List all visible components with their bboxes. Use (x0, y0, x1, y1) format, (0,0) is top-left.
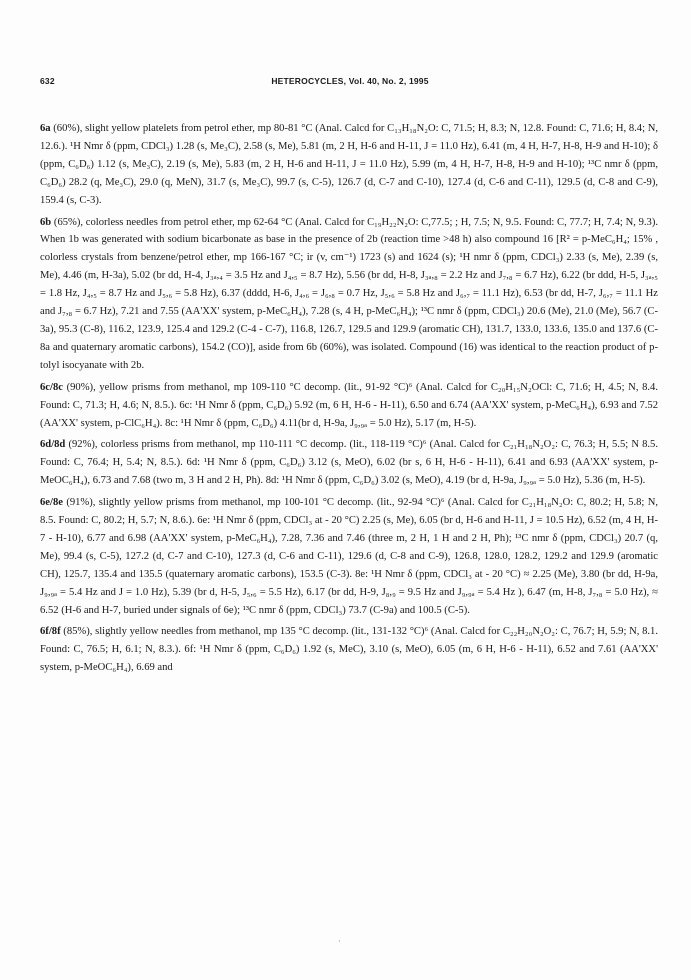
paragraph-6b (40, 214, 658, 375)
journal-citation: HETEROCYCLES, Vol. 40, No. 2, 1995 (271, 76, 429, 86)
paragraph-6d-8d (40, 436, 658, 490)
experimental-section (40, 120, 658, 677)
paragraph-text: (90%), yellow prisms from methanol, mp 109-110 °C decomp. (lit., 91-92 °C)⁶ (Anal. Calcd for C₂₀H₁₅N₂OCl: C, 71.6; H, 4.5; N, 8.4. Found: C, 71.3; H, 4.6; N, 8.5.). 6c: ¹H Nmr δ (ppm, C₆D₆) 5.92 (m, 6 H, H-6 - H-11), 6.50 and 6.74 (AA'XX' system, p-MeC₆H₄), 6.93 and 7.52 (AA'XX' system, p-ClC₆H₄). 8c: ¹H Nmr δ (ppm, C₆D₆) 4.11(br d, H-9a, J₉,₉ₐ = 5.0 Hz), 5.17 (m, H-5). (40, 381, 658, 429)
paragraph-6e-8e (40, 494, 658, 619)
paragraph-6c-8c (40, 379, 658, 433)
paragraph-text: (92%), colorless prisms from methanol, mp 110-111 °C decomp. (lit., 118-119 °C)⁶ (Anal. Calcd for C₂₁H₁₈N₂O₂: C, 76.3; H, 5.5; N 8.5. Found: C, 76.4; H, 5.4; N, 8.5.). 6d: ¹H Nmr δ (ppm, C₆D₆) 3.12 (s, MeO), 6.02 (br s, 6 H, H-6 - H-11), 6.41 and 6.93 (AA'XX' system, p-MeOC₆H₄), 6.73 and 7.68 (two m, 3 H and 2 H, Ph). 8d: ¹H Nmr δ (ppm, C₆D₆) 3.02 (s, MeO), 4.19 (br d, H-9a, J₉,₉ₐ = 5.0 Hz), 5.36 (m, H-5). (40, 439, 658, 487)
page-number: 632 (40, 76, 55, 86)
running-header (40, 76, 660, 90)
paragraph-6a (40, 120, 658, 210)
compound-label: 6b (40, 216, 52, 228)
compound-label: 6d/8d (40, 439, 66, 451)
footer-mark: · (338, 937, 341, 946)
compound-label: 6c/8c (40, 381, 63, 393)
compound-label: 6f/8f (40, 626, 61, 638)
paragraph-6f-8f (40, 623, 658, 677)
paragraph-text: (85%), slightly yellow needles from methanol, mp 135 °C decomp. (lit., 131-132 °C)⁶ (Anal. Calcd for C₂₂H₂₀N₂O₂: C, 76.7; H, 5.9; N, 8.1. Found: C, 76.5; H, 6.1; N, 8.3.). 6f: ¹H Nmr δ (ppm, C₆D₆) 1.92 (s, MeC), 3.10 (s, MeO), 6.05 (m, 6 H, H-6 - H-11), 6.52 and 7.61 (AA'XX' system, p-MeOC₆H₄), 6.69 and (40, 626, 658, 674)
compound-label: 6a (40, 123, 51, 134)
paragraph-text: (91%), slightly yellow prisms from methanol, mp 100-101 °C decomp. (lit., 92-94 °C)⁶ (Anal. Calcd for C₂₁H₁₈N₂O: C, 80.2; H, 5.8; N, 8.5. Found: C, 80.2; H, 5.7; N, 8.6.). 6e: ¹H Nmr δ (ppm, CDCl₃ at - 20 °C) 2.25 (s, Me), 6.05 (br d, H-6 and H-11, J = 10.5 Hz), 6.52 (m, 4 H, H-7 - H-10), 6.77 and 6.98 (AA'XX' system, p-MeC₆H₄), 7.28, 7.36 and 7.46 (three m, 2 H, 1 H and 2 H, Ph); ¹³C nmr δ (ppm, CDCl₃) 20.7 (q, Me), 99.4 (s, C-5), 127.2 (d, C-7 and C-10), 127.3 (d, C-6 and C-11), 129.6 (d, C-8 and C-9), 126.8, 128.0, 128.2, 129.2 and 129.9 (aromatic CH), 125.7, 135.4 and 135.5 (quaternary aromatic carbons), 153.5 (C-3). 8e: ¹H Nmr δ (ppm, CDCl₃ at - 20 °C) ≈ 2.25 (Me), 3.80 (br dd, H-9a, J₉,₉ₐ = 5.4 Hz and J = 1.0 Hz), 5.39 (br d, H-5, J₅,₆ = 5.5 Hz), 6.17 (br dd, H-9, J₈,₉ = 9.5 Hz and J₉,₉ₐ = 5.4 Hz ), 6.47 (m, H-8, J₇,₈ = 5.0 Hz), ≈ 6.52 (H-6 and H-7, buried under signals of 6e); ¹³C nmr δ (ppm, CDCl₃) 73.7 (C-9a) and 100.5 (C-5). (40, 497, 658, 616)
paragraph-text: (65%), colorless needles from petrol ether, mp 62-64 °C (Anal. Calcd for C₁₉H₂₂N₂O: C,77.5; ; H, 7.5; N, 9.5. Found: C, 77.7; H, 7.4; N, 9.3). When 1b was generated with sodium bicarbonate as base in the presence of 2b (reaction time >48 h) also compound 16 [R² = p-MeC₆H₄; 15% , colorless crystals from benzene/petrol ether, mp 166-167 °C; ir (v, cm⁻¹) 1723 (s) and 1624 (s); ¹H nmr δ (ppm, CDCl₃) 2.33 (s, Me), 2.39 (s, Me), 4.46 (m, H-3a), 5.02 (br dd, H-4, J₃ₐ,₄ = 3.5 Hz and J₄,₅ = 8.7 Hz), 5.56 (br dd, H-8, J₃ₐ,₈ = 2.2 Hz and J₇,₈ = 6.7 Hz), 6.22 (br ddd, H-5, J₃ₐ,₅ = 1.8 Hz, J₄,₅ = 8.7 Hz and J₅,₆ = 5.8 Hz), 6.37 (dddd, H-6, J₄,₆ = J₆,₈ = 0.7 Hz, J₅,₆ = 5.8 Hz and J₆,₇ = 11.1 Hz), 6.53 (br dd, H-7, J₆,₇ = 11.1 Hz and J₇,₈ = 6.7 Hz), 7.21 and 7.55 (AA'XX' system, p-MeC₆H₄), 7.28 (s, 4 H, p-MeC₆H₄); ¹³C nmr δ (ppm, CDCl₃) 20.6 (Me), 21.0 (Me), 56.7 (C-3a), 95.3 (C-8), 116.2, 123.9, 125.4 and 129.2 (C-4 - C-7), 116.8, 126.7, 129.5 and 129.9 (aromatic CH), 131.7, 133.0, 133.6, 135.0 and 137.6 (C-8a and quaternary aromatic carbons), 154.2 (CO)], aside from 6b (60%), was isolated. Compound (16) was identical to the reaction product of p-tolyl isocyanate with 2b. (40, 216, 658, 371)
compound-label: 6e/8e (40, 497, 63, 509)
paragraph-text: (60%), slight yellow platelets from petrol ether, mp 80-81 °C (Anal. Calcd for C₁₃H₁₈N₂O: C, 71.5; H, 8.3; N, 12.8. Found: C, 71.6; H, 8.4; N, 12.6.). ¹H Nmr δ (ppm, CDCl₃) 1.28 (s, Me₃C), 2.58 (s, Me), 5.81 (m, 2 H, H-6 and H-11, J = 11.0 Hz), 6.41 (m, 4 H, H-7, H-8, H-9 and H-10); δ (ppm, C₆D₆) 1.12 (s, Me₃C), 2.19 (s, Me), 5.83 (m, 2 H, H-6 and H-11, J = 11.0 Hz), 5.99 (m, 4 H, H-7, H-8, H-9 and H-10); ¹³C nmr δ (ppm, C₆D₆) 28.2 (q, Me₃C), 29.0 (q, MeN), 31.7 (s, Me₃C), 99.7 (s, C-5), 126.7 (d, C-7 and C-10), 127.4 (d, C-6 and C-11), 129.5 (d, C-8 and C-9), 159.4 (s, C-3). (40, 123, 658, 206)
